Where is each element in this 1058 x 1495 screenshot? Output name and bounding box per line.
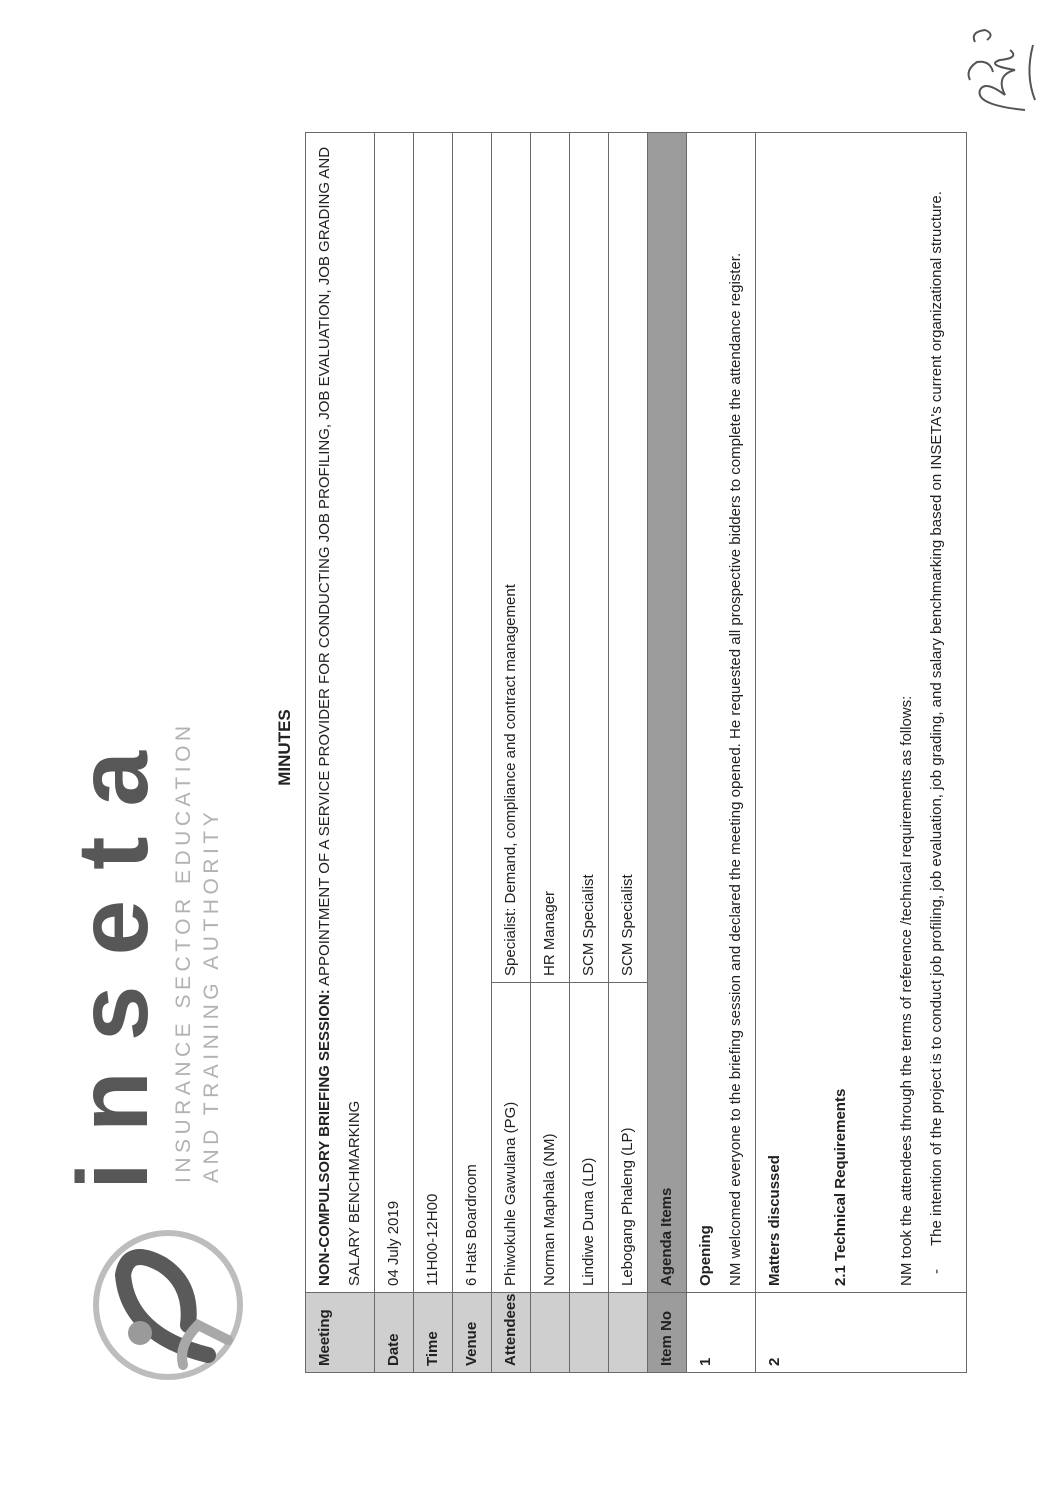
attendee-role: SCM Specialist [570,133,609,983]
inseta-logo [58,575,258,1395]
agenda-item-intro: NM took the attendees through the terms of reference /technical requirements as follows: [898,695,915,1286]
attendee-row [531,133,570,1373]
agenda-item-heading: Matters discussed [766,1155,783,1286]
logo-tagline [170,721,226,1183]
agenda-item-number: 1 [687,1293,756,1373]
time-value: 11H00-12H00 [414,133,453,1293]
venue-label: Venue [453,1293,492,1373]
agenda-item-heading: Opening [697,1225,714,1286]
minutes-table [305,132,967,1373]
logo-tagline-line-1: INSURANCE SECTOR EDUCATION [172,721,195,1183]
attendee-name: Lindiwe Duma (LD) [570,983,609,1293]
attendees-label-blank [570,1293,609,1373]
agenda-sub-heading: 2.1 Technical Requirements [832,1088,849,1286]
attendee-row [492,133,531,1373]
venue-value: 6 Hats Boardroom [453,133,492,1293]
document-title: MINUTES [275,709,294,786]
attendees-label: Attendees [492,1293,531,1373]
venue-row [453,133,492,1373]
handwritten-signature [955,20,1045,120]
attendee-row [609,133,648,1373]
attendee-row [570,133,609,1373]
time-row [414,133,453,1373]
attendee-role: HR Manager [531,133,570,983]
item-no-header: Item No [648,1293,687,1373]
meeting-label: Meeting [306,1293,375,1373]
attendees-label-blank [531,1293,570,1373]
agenda-item-content [687,133,756,1293]
agenda-item-content [756,133,967,1293]
logo-tagline-line-2: AND TRAINING AUTHORITY [200,807,223,1183]
attendee-role: Specialist: Demand, compliance and contract management [492,133,531,983]
agenda-item-number: 2 [756,1293,967,1373]
date-label: Date [375,1293,414,1373]
meeting-value-bold: NON-COMPULSORY BRIEFING SESSION: [316,989,333,1286]
meeting-value-rest: APPOINTMENT OF A SERVICE PROVIDER FOR CONDUCTING JOB PROFILING, JOB EVALUATION, JOB GRADING AND SALARY BENCHMARKING [316,146,363,1286]
bullet-list-item [922,139,952,1286]
meeting-row [306,133,375,1373]
bullet-marker: - [928,1269,945,1274]
bullet-text: The intention of the project is to conduct job profiling, job evaluation, job grading, and salary benchmarking based on INSETA's current organizational structure. [928,191,945,1246]
logo-wordmark: inseta [57,720,169,1190]
agenda-item-row [687,133,756,1373]
meeting-value [306,133,375,1293]
attendees-label-blank [609,1293,648,1373]
agenda-item-row [756,133,967,1373]
attendee-name: Norman Maphala (NM) [531,983,570,1293]
agenda-header-row [648,133,687,1373]
time-label: Time [414,1293,453,1373]
agenda-items-header: Agenda Items [648,133,687,1293]
attendee-role: SCM Specialist [609,133,648,983]
attendee-name: Phiwokuhle Gawulana (PG) [492,983,531,1293]
date-row [375,133,414,1373]
date-value: 04 July 2019 [375,133,414,1293]
attendee-name: Lebogang Phaleng (LP) [609,983,648,1293]
logo-emblem-icon [88,1215,248,1395]
agenda-item-body: NM welcomed everyone to the briefing session and declared the meeting opened. He requested all prospective bidders to complete the attendance register. [727,252,744,1286]
